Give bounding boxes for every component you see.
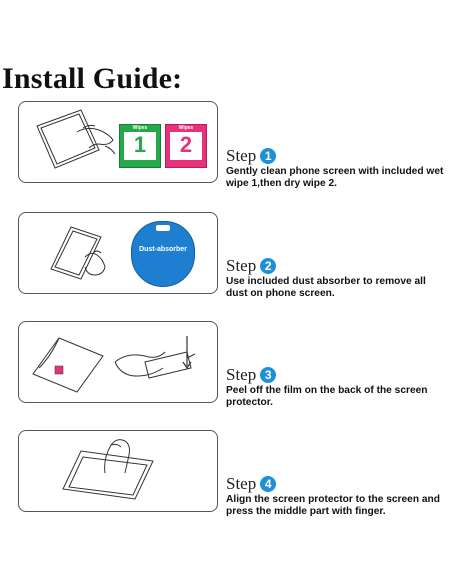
- hand-icon: [85, 251, 105, 275]
- tab-icon: [55, 366, 63, 374]
- page-title: Install Guide:: [2, 62, 183, 95]
- step-2-illustration: [18, 212, 218, 294]
- hand-icon: [115, 352, 195, 378]
- step-number-badge: 4: [260, 476, 276, 492]
- step-4-heading: Step 4: [226, 474, 276, 494]
- hand-icon: [77, 125, 115, 154]
- film-peel-icon: [33, 338, 103, 392]
- step-number-badge: 2: [260, 258, 276, 274]
- dust-absorber-sticker: Dust-absorber: [131, 221, 195, 287]
- step-4-illustration: [18, 430, 218, 512]
- step-number-badge: 3: [260, 367, 276, 383]
- step-2-description: Use included dust absorber to remove all dust on phone screen.: [226, 276, 426, 299]
- step-1-heading: Step 1: [226, 146, 276, 166]
- arrow-down-icon: [183, 336, 191, 368]
- step-3-illustration: [18, 321, 218, 403]
- step-4-description: Align the screen protector to the screen and press the middle part with finger.: [226, 494, 440, 517]
- wet-wipe-pack: Wipes 1: [119, 124, 161, 168]
- step-2-heading: Step 2: [226, 256, 276, 276]
- phone-icon: [63, 451, 153, 499]
- dry-wipe-pack: Wipes 2: [165, 124, 207, 168]
- step-3-description: Peel off the film on the back of the screen protector.: [226, 385, 428, 408]
- step-1-illustration: [18, 101, 218, 183]
- step-number-badge: 1: [260, 148, 276, 164]
- step-1-description: Gently clean phone screen with included wet wipe 1,then dry wipe 2.: [226, 166, 444, 189]
- step-3-heading: Step 3: [226, 365, 276, 385]
- phone-icon: [37, 110, 99, 168]
